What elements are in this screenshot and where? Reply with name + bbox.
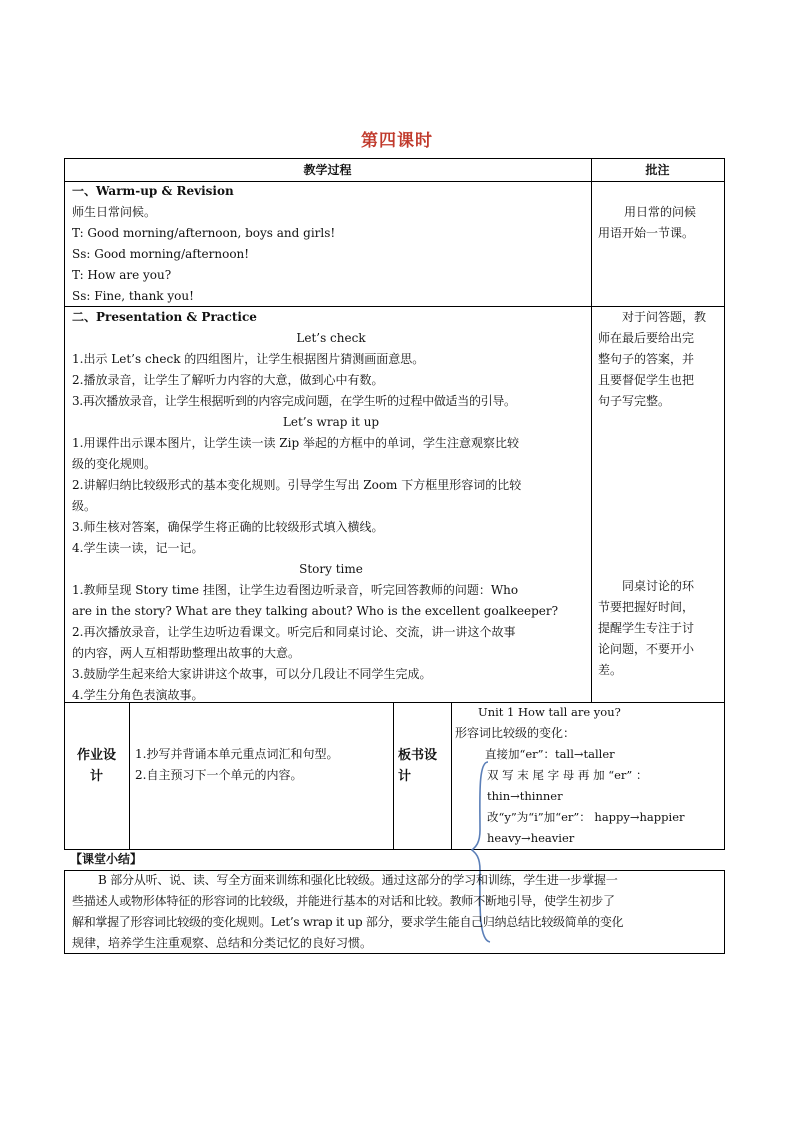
note-warmup	[598, 202, 720, 244]
text-line: 1.教师呈现 Story time 挂图，让学生边看图边听录音，听完回答教师的问题：Who	[72, 583, 519, 597]
note-line: 论问题，不要开小	[598, 642, 695, 656]
board-rule: 双 写 末 尾 字 母 再 加 “er” ：	[487, 768, 648, 782]
summary-heading: 【课堂小结】	[70, 852, 143, 866]
homework-label: 作业设 计	[76, 748, 116, 784]
board-unit: Unit 1 How tall are you?	[478, 705, 621, 719]
text-line: Ss: Good morning/afternoon!	[72, 247, 250, 261]
header-notes: 批注	[645, 163, 670, 177]
text-line: 3.再次播放录音，让学生根据听到的内容完成问题，在学生听的过程中做适当的引导。	[72, 394, 516, 408]
text-line: T: How are you?	[72, 268, 172, 282]
text-line: 师生日常问候。	[72, 205, 157, 219]
board-rule: 直接加“er”：tall→taller	[485, 747, 615, 761]
board-label: 板书设 计	[398, 748, 438, 784]
page-title: 第四课时	[361, 131, 433, 151]
note-presentation-1	[598, 307, 722, 412]
text-line: 2.自主预习下一个单元的内容。	[135, 768, 303, 782]
text-line: 1.出示 Let’s check 的四组图片，让学生根据图片猜测画面意思。	[72, 352, 425, 366]
text-line: 4.学生读一读，记一记。	[72, 541, 204, 555]
note-line: 同桌讨论的环	[622, 579, 695, 593]
note-line: 师在最后要给出完	[598, 331, 695, 345]
text-line: 的内容，两人互相帮助整理出故事的大意。	[72, 646, 301, 660]
section-presentation	[72, 307, 590, 706]
text-line: B 部分从听、说、读、写全方面来训练和强化比较级。通过这部分的学习和训练，学生进一步掌握一	[98, 873, 618, 887]
section-warmup	[72, 181, 587, 307]
note-line: 句子写完整。	[598, 394, 671, 408]
subsection-title: Story time	[299, 562, 363, 576]
note-presentation-2	[598, 576, 722, 681]
text-line: 解和掌握了形容词比较级的变化规则。Let’s wrap it up 部分，要求学生能自己归纳总结比较级简单的变化	[72, 915, 624, 929]
text-line: 1.用课件出示课本图片，让学生读一读 Zip 举起的方框中的单词，学生注意观察比较	[72, 436, 519, 450]
text-line: Ss: Fine, thank you!	[72, 289, 194, 303]
note-line: 节要把握好时间，	[598, 600, 695, 614]
text-line: 1.抄写并背诵本单元重点词汇和句型。	[135, 747, 339, 761]
note-line: 对于问答题，教	[622, 310, 707, 324]
subsection-title: Let’s wrap it up	[282, 415, 380, 429]
board-rule: 改“y”为“i”加“er”： happy→happier	[487, 810, 685, 824]
summary-content	[72, 870, 722, 954]
text-line: 级。	[72, 499, 97, 513]
homework-content	[135, 744, 390, 786]
text-line: 2.再次播放录音，让学生边听边看课文。听完后和同桌讨论、交流，讲一讲这个故事	[72, 625, 516, 639]
note-line: 用日常的问候	[624, 205, 697, 219]
note-line: 且要督促学生也把	[598, 373, 695, 387]
note-line: 用语开始一节课。	[598, 226, 695, 240]
text-line: are in the story? What are they talking about? Who is the excellent goalkeeper?	[72, 604, 559, 618]
board-rule: thin→thinner	[487, 789, 563, 803]
text-line: 规律，培养学生注重观察、总结和分类记忆的良好习惯。	[72, 936, 373, 950]
text-line: 3.师生核对答案，确保学生将正确的比较级形式填入横线。	[72, 520, 384, 534]
text-line: 4.学生分角色表演故事。	[72, 688, 204, 702]
board-rule: heavy→heavier	[487, 831, 575, 845]
note-line: 提醒学生专注于讨	[598, 621, 695, 635]
section-heading: 一、Warm-up & Revision	[72, 184, 234, 198]
text-line: 些描述人或物形体特征的形容词的比较级，并能进行基本的对话和比较。教师不断地引导，使学生初步了	[72, 894, 615, 908]
text-line: 3.鼓励学生起来给大家讲讲这个故事，可以分几段让不同学生完成。	[72, 667, 432, 681]
note-line: 整句子的答案，并	[598, 352, 695, 366]
board-heading: 形容词比较级的变化：	[455, 726, 576, 740]
text-line: 级的变化规则。	[72, 457, 157, 471]
note-line: 差。	[598, 663, 623, 677]
text-line: T: Good morning/afternoon, boys and girls!	[72, 226, 336, 240]
text-line: 2.播放录音，让学生了解听力内容的大意，做到心中有数。	[72, 373, 384, 387]
header-process: 教学过程	[303, 163, 352, 177]
section-heading: 二、Presentation & Practice	[72, 310, 257, 324]
subsection-title: Let’s check	[296, 331, 366, 345]
text-line: 2.讲解归纳比较级形式的基本变化规则。引导学生写出 Zoom 下方框里形容词的比较	[72, 478, 522, 492]
